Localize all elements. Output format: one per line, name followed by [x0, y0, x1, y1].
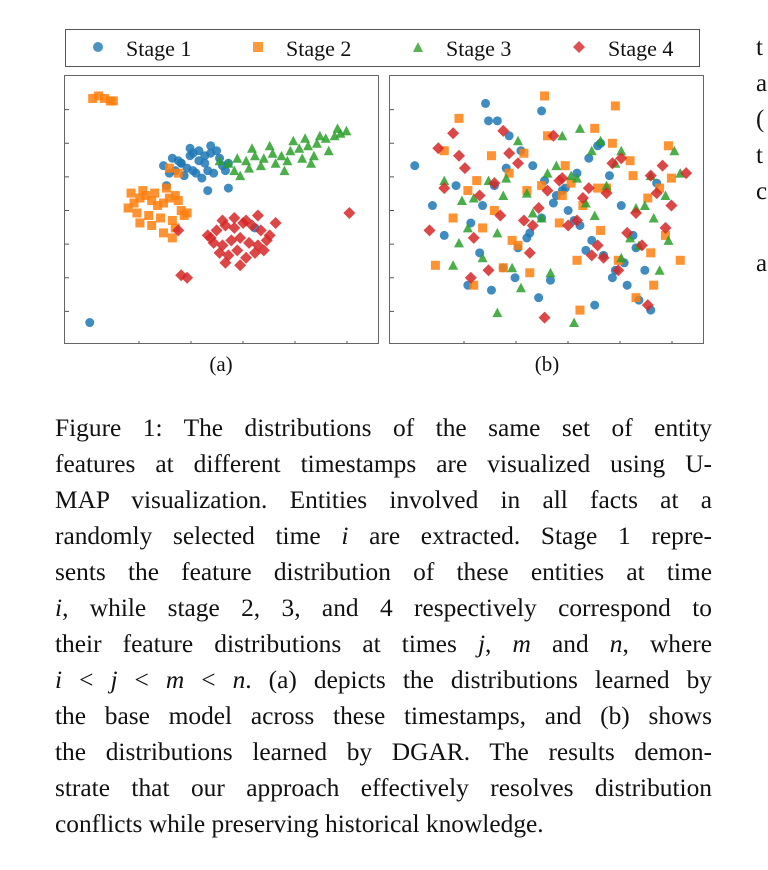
caption-line: the distributions learned by DGAR. The results demon- [55, 738, 712, 766]
data-point-stage-1 [537, 106, 546, 115]
data-point-stage-3 [545, 268, 555, 278]
data-point-stage-2 [646, 248, 655, 257]
caption-line: MAP visualization. Entities involved in all facts at a [55, 486, 712, 514]
figure-legend [65, 29, 700, 67]
caption-line: sents the feature distribution of these entities at time [55, 558, 712, 586]
caption-line: features at different timestamps are visualized using U- [55, 450, 712, 478]
caption-line: i, while stage 2, 3, and 4 respectively correspond to [55, 594, 712, 622]
data-point-stage-4 [459, 162, 471, 174]
data-point-stage-3 [309, 151, 319, 161]
data-point-stage-1 [194, 146, 203, 155]
data-point-stage-2 [159, 228, 168, 237]
data-point-stage-2 [487, 151, 496, 160]
data-point-stage-2 [608, 139, 617, 148]
data-point-stage-1 [623, 281, 632, 290]
data-point-stage-3 [232, 153, 242, 163]
data-point-stage-3 [492, 228, 502, 238]
data-point-stage-4 [252, 209, 264, 221]
data-point-stage-2 [174, 169, 183, 178]
data-point-stage-4 [503, 147, 515, 159]
data-point-stage-2 [514, 241, 523, 250]
data-point-stage-1 [440, 231, 449, 240]
data-point-stage-4 [447, 127, 459, 139]
legend-item-stage-1 [92, 30, 191, 68]
data-point-stage-1 [177, 159, 186, 168]
data-point-stage-2 [519, 149, 528, 158]
data-point-stage-3 [259, 153, 269, 163]
data-point-stage-4 [270, 217, 282, 229]
data-point-stage-3 [649, 213, 659, 223]
right-column-text-fragments [756, 30, 768, 282]
data-point-stage-4 [524, 247, 536, 259]
data-point-stage-2 [555, 218, 564, 227]
data-point-stage-1 [197, 174, 206, 183]
data-point-stage-4 [512, 157, 524, 169]
data-point-stage-2 [156, 213, 165, 222]
legend-item-stage-2 [252, 30, 351, 68]
data-point-stage-1 [564, 206, 573, 215]
legend-item-stage-4 [572, 30, 673, 68]
data-point-stage-2 [431, 261, 440, 270]
data-point-stage-3 [265, 141, 275, 151]
data-point-stage-2 [664, 141, 673, 150]
data-point-stage-3 [516, 283, 526, 293]
legend-label: Stage 4 [608, 36, 674, 61]
data-point-stage-2 [649, 281, 658, 290]
data-point-stage-4 [468, 232, 480, 244]
scatter-plot-b [389, 75, 704, 344]
caption-line: i < j < m < n. (a) depicts the distributions learned by [55, 666, 712, 694]
data-point-stage-4 [453, 150, 465, 162]
data-point-stage-1 [528, 161, 537, 170]
data-point-stage-4 [343, 207, 355, 219]
data-point-stage-3 [288, 136, 298, 146]
data-point-stage-3 [492, 308, 502, 318]
data-point-stage-1 [605, 171, 614, 180]
data-point-stage-2 [127, 189, 136, 198]
data-point-stage-3 [324, 146, 334, 156]
scatter-canvas-a [65, 76, 379, 344]
caption-line: randomly selected time i are extracted. Stage 1 repre- [55, 522, 712, 550]
data-point-stage-2 [499, 263, 508, 272]
data-point-stage-2 [183, 208, 192, 217]
data-point-stage-4 [539, 312, 551, 324]
data-point-stage-1 [484, 116, 493, 125]
data-point-stage-2 [540, 91, 549, 100]
data-point-stage-2 [150, 189, 159, 198]
legend-label: Stage 1 [126, 36, 192, 61]
data-point-stage-4 [630, 207, 642, 219]
caption-line: the base model across these timestamps, and (b) shows [55, 702, 712, 730]
data-point-stage-2 [135, 218, 144, 227]
data-point-stage-1 [189, 166, 198, 175]
data-point-stage-3 [300, 133, 310, 143]
data-point-stage-4 [598, 252, 610, 264]
data-point-stage-4 [483, 264, 495, 276]
data-point-stage-3 [241, 156, 251, 166]
data-point-stage-4 [665, 200, 677, 212]
triangle-marker-icon [412, 40, 424, 58]
data-point-stage-3 [498, 191, 508, 201]
legend-label: Stage 2 [286, 36, 352, 61]
data-point-stage-3 [457, 196, 467, 205]
data-point-stage-2 [478, 223, 487, 232]
data-point-stage-1 [511, 273, 520, 282]
scatter-canvas-b [390, 76, 704, 344]
legend-item-stage-3 [412, 30, 511, 68]
data-point-stage-1 [209, 169, 218, 178]
data-point-stage-3 [590, 210, 600, 220]
data-point-stage-3 [507, 263, 517, 273]
data-point-stage-1 [452, 181, 461, 190]
data-point-stage-1 [206, 141, 215, 150]
data-point-stage-2 [132, 208, 141, 217]
data-point-stage-3 [448, 260, 458, 270]
data-point-stage-1 [186, 144, 195, 153]
data-point-stage-3 [454, 238, 464, 248]
diamond-marker-icon [572, 40, 586, 59]
data-point-stage-1 [478, 201, 487, 210]
data-point-stage-1 [534, 293, 543, 302]
data-point-stage-3 [297, 153, 307, 163]
caption-line: conflicts while preserving historical knowledge. [55, 810, 544, 838]
data-point-stage-2 [144, 211, 153, 220]
data-point-stage-3 [315, 131, 325, 141]
data-point-stage-1 [410, 161, 419, 170]
data-point-stage-3 [277, 151, 287, 161]
data-point-stage-4 [583, 182, 595, 194]
data-point-stage-1 [590, 301, 599, 310]
scatter-plot-a [64, 75, 379, 344]
data-point-stage-3 [569, 318, 579, 328]
data-point-stage-1 [428, 201, 437, 210]
right-column-fragment: a [756, 70, 768, 97]
data-point-stage-3 [513, 136, 523, 146]
data-point-stage-1 [617, 201, 626, 210]
data-point-stage-2 [626, 156, 635, 165]
data-point-stage-2 [561, 161, 570, 170]
data-point-stage-2 [573, 256, 582, 265]
legend-label: Stage 3 [446, 36, 512, 61]
data-point-stage-2 [455, 114, 464, 123]
data-point-stage-3 [279, 166, 289, 176]
data-point-stage-3 [333, 123, 343, 133]
data-point-stage-2 [632, 293, 641, 302]
data-point-stage-2 [463, 186, 472, 195]
data-point-stage-2 [162, 184, 171, 193]
figure-caption [55, 410, 712, 840]
caption-line: strate that our approach effectively resolves distribution [55, 774, 712, 802]
data-point-stage-1 [549, 199, 558, 208]
caption-line: their feature distributions at times j, m and n, where [55, 630, 712, 658]
data-point-stage-2 [165, 164, 174, 173]
data-point-stage-1 [85, 318, 94, 327]
data-point-stage-2 [168, 233, 177, 242]
data-point-stage-2 [174, 196, 183, 205]
data-point-stage-3 [551, 161, 561, 171]
data-point-stage-2 [575, 306, 584, 315]
right-column-fragment: t [756, 34, 763, 61]
data-point-stage-2 [629, 171, 638, 180]
data-point-stage-1 [493, 116, 502, 125]
data-point-stage-3 [543, 168, 553, 178]
right-column-fragment: ( [756, 106, 765, 133]
right-column-fragment [756, 210, 768, 246]
data-point-stage-1 [200, 159, 209, 168]
subfigure-label-a: (a) [209, 352, 233, 376]
data-point-stage-2 [449, 213, 458, 222]
data-point-stage-3 [285, 146, 295, 156]
right-column-fragment: t [756, 142, 763, 169]
right-column-fragment: a [756, 250, 768, 277]
data-point-stage-2 [525, 268, 534, 277]
data-point-stage-2 [596, 226, 605, 235]
data-point-stage-2 [676, 256, 685, 265]
data-point-stage-1 [224, 184, 233, 193]
data-point-stage-3 [341, 126, 351, 136]
data-point-stage-1 [608, 273, 617, 282]
data-point-stage-1 [203, 186, 212, 195]
data-point-stage-4 [424, 224, 436, 236]
data-point-stage-2 [558, 191, 567, 200]
right-column-fragment: c [756, 178, 768, 205]
data-point-stage-3 [655, 265, 665, 275]
data-point-stage-3 [247, 143, 257, 153]
data-point-stage-2 [667, 174, 676, 183]
data-point-stage-2 [138, 186, 147, 195]
data-point-stage-3 [575, 123, 585, 133]
data-point-stage-2 [147, 221, 156, 230]
data-point-stage-1 [487, 286, 496, 295]
caption-line: Figure 1: The distributions of the same set of entity [55, 414, 712, 442]
data-point-stage-2 [590, 124, 599, 133]
data-point-stage-4 [657, 160, 669, 172]
data-point-stage-1 [481, 99, 490, 108]
circle-marker-icon [92, 40, 104, 58]
data-point-stage-1 [522, 233, 531, 242]
subfigure-label-b: (b) [534, 352, 560, 376]
data-point-stage-2 [472, 176, 481, 185]
square-marker-icon [252, 40, 264, 58]
data-point-stage-1 [640, 266, 649, 275]
data-point-stage-2 [109, 96, 118, 105]
data-point-stage-2 [611, 101, 620, 110]
